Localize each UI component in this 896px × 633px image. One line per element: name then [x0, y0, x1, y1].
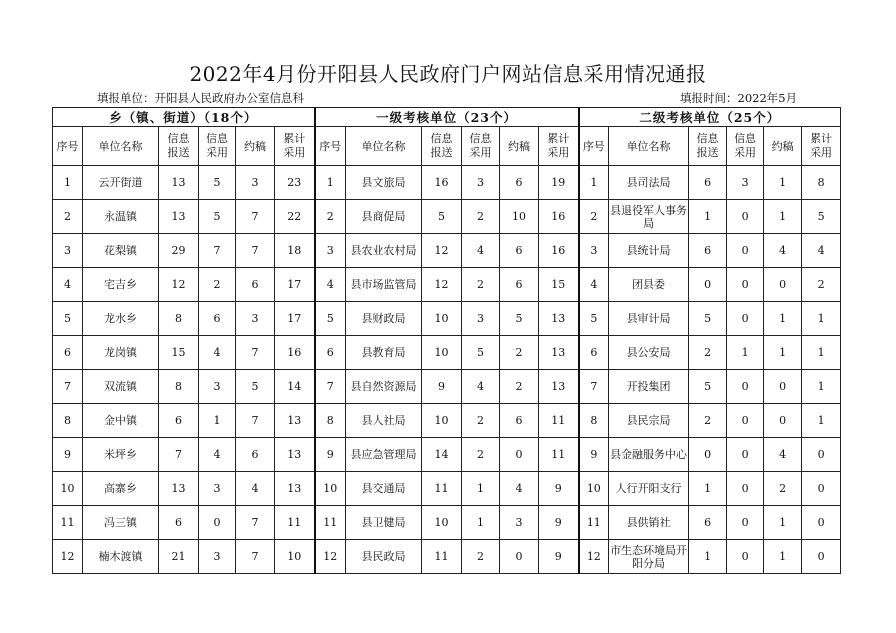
table-row	[53, 234, 841, 268]
column-header-label: 序号	[56, 139, 79, 153]
cumulative-cell: 5	[802, 200, 841, 234]
group-title-level1: 一级考核单位（23个）	[315, 108, 579, 127]
unit-name-cell: 楠木渡镇	[83, 540, 159, 574]
unit-name-cell: 高寨乡	[83, 472, 159, 506]
unit-name-cell: 县财政局	[346, 302, 422, 336]
submitted-cell: 1	[689, 472, 727, 506]
seq-cell: 6	[315, 336, 346, 370]
commissioned-cell: 4	[236, 472, 275, 506]
submitted-cell: 15	[159, 336, 199, 370]
submitted-cell: 21	[159, 540, 199, 574]
unit-name-cell: 米坪乡	[83, 438, 159, 472]
seq-cell: 11	[53, 506, 83, 540]
cumulative-cell: 13	[275, 472, 315, 506]
unit-name-cell: 县应急管理局	[346, 438, 422, 472]
adopted-cell: 4	[199, 438, 236, 472]
seq-cell: 1	[579, 166, 609, 200]
column-header-unit	[346, 127, 422, 166]
commissioned-cell: 7	[236, 200, 275, 234]
adopted-cell: 1	[462, 472, 500, 506]
seq-cell: 5	[53, 302, 83, 336]
unit-name-cell: 县教育局	[346, 336, 422, 370]
column-header-label: 约稿	[244, 139, 266, 153]
adopted-cell: 0	[727, 472, 764, 506]
submitted-cell: 2	[689, 404, 727, 438]
seq-cell: 12	[53, 540, 83, 574]
table-row	[53, 336, 841, 370]
submitted-cell: 8	[159, 302, 199, 336]
column-header-label: 信息采用	[734, 132, 757, 159]
column-header-label: 单位名称	[98, 139, 143, 153]
adopted-cell: 4	[462, 234, 500, 268]
seq-cell: 5	[315, 302, 346, 336]
column-header-commissioned	[764, 127, 802, 166]
unit-name-cell: 云开街道	[83, 166, 159, 200]
table-row	[53, 166, 841, 200]
commissioned-cell: 4	[500, 472, 539, 506]
unit-name-cell: 县民政局	[346, 540, 422, 574]
seq-cell: 8	[315, 404, 346, 438]
cumulative-cell: 14	[275, 370, 315, 404]
seq-cell: 11	[315, 506, 346, 540]
cumulative-cell: 1	[802, 336, 841, 370]
unit-name-cell: 金中镇	[83, 404, 159, 438]
adopted-cell: 0	[727, 200, 764, 234]
cumulative-cell: 23	[275, 166, 315, 200]
column-header-unit	[83, 127, 159, 166]
adopted-cell: 5	[199, 200, 236, 234]
cumulative-cell: 22	[275, 200, 315, 234]
column-header-cumulative	[802, 127, 841, 166]
table-row	[53, 438, 841, 472]
adopted-cell: 2	[199, 268, 236, 302]
commissioned-cell: 7	[236, 540, 275, 574]
commissioned-cell: 2	[764, 472, 802, 506]
column-header-label: 信息报送	[167, 132, 190, 159]
seq-cell: 10	[53, 472, 83, 506]
cumulative-cell: 18	[275, 234, 315, 268]
reporting-unit: 填报单位：开阳县人民政府办公室信息科	[97, 91, 304, 105]
adopted-cell: 2	[462, 200, 500, 234]
commissioned-cell: 3	[236, 166, 275, 200]
adopted-cell: 2	[462, 438, 500, 472]
seq-cell: 3	[53, 234, 83, 268]
column-header-submitted	[159, 127, 199, 166]
column-header-submitted	[689, 127, 727, 166]
seq-cell: 1	[53, 166, 83, 200]
adopted-cell: 2	[462, 540, 500, 574]
submitted-cell: 7	[159, 438, 199, 472]
column-header-label: 单位名称	[361, 139, 406, 153]
commissioned-cell: 6	[500, 404, 539, 438]
cumulative-cell: 1	[802, 302, 841, 336]
submitted-cell: 6	[159, 506, 199, 540]
commissioned-cell: 1	[764, 200, 802, 234]
page-title: 2022年4月份开阳县人民政府门户网站信息采用情况通报	[189, 62, 707, 86]
commissioned-cell: 5	[236, 370, 275, 404]
unit-name-cell: 人行开阳支行	[609, 472, 689, 506]
submitted-cell: 6	[689, 234, 727, 268]
adopted-cell: 3	[462, 166, 500, 200]
column-header-label: 信息报送	[696, 132, 719, 159]
adopted-cell: 0	[727, 234, 764, 268]
cumulative-cell: 11	[539, 438, 579, 472]
table-row	[53, 370, 841, 404]
unit-name-cell: 县人社局	[346, 404, 422, 438]
unit-name-cell: 龙水乡	[83, 302, 159, 336]
commissioned-cell: 7	[236, 404, 275, 438]
report-table	[52, 107, 841, 574]
adopted-cell: 0	[727, 268, 764, 302]
submitted-cell: 10	[422, 302, 462, 336]
submitted-cell: 1	[689, 540, 727, 574]
submitted-cell: 11	[422, 540, 462, 574]
table-row	[53, 404, 841, 438]
submitted-cell: 12	[422, 268, 462, 302]
commissioned-cell: 0	[500, 540, 539, 574]
group-title-level2: 二级考核单位（25个）	[579, 108, 841, 127]
unit-name-cell: 县农业农村局	[346, 234, 422, 268]
unit-name-cell: 县交通局	[346, 472, 422, 506]
table-row	[53, 506, 841, 540]
unit-name-cell: 县司法局	[609, 166, 689, 200]
adopted-cell: 0	[727, 506, 764, 540]
commissioned-cell: 1	[764, 302, 802, 336]
column-header-label: 累计采用	[283, 132, 306, 159]
adopted-cell: 0	[727, 404, 764, 438]
submitted-cell: 13	[159, 166, 199, 200]
submitted-cell: 5	[689, 302, 727, 336]
unit-name-cell: 龙岗镇	[83, 336, 159, 370]
column-header-cumulative	[539, 127, 579, 166]
submitted-cell: 13	[159, 200, 199, 234]
cumulative-cell: 1	[802, 370, 841, 404]
unit-name-cell: 县市场监管局	[346, 268, 422, 302]
column-header-label: 约稿	[508, 139, 531, 153]
cumulative-cell: 9	[539, 506, 579, 540]
unit-name-cell: 冯三镇	[83, 506, 159, 540]
cumulative-cell: 2	[802, 268, 841, 302]
unit-name-cell: 县供销社	[609, 506, 689, 540]
adopted-cell: 2	[462, 404, 500, 438]
seq-cell: 3	[315, 234, 346, 268]
commissioned-cell: 5	[500, 302, 539, 336]
column-header-seq	[315, 127, 346, 166]
unit-name-cell: 县审计局	[609, 302, 689, 336]
seq-cell: 2	[53, 200, 83, 234]
submitted-cell: 6	[159, 404, 199, 438]
cumulative-cell: 17	[275, 268, 315, 302]
unit-name-cell: 县商促局	[346, 200, 422, 234]
commissioned-cell: 6	[236, 268, 275, 302]
unit-name-cell: 宅吉乡	[83, 268, 159, 302]
submitted-cell: 12	[422, 234, 462, 268]
cumulative-cell: 16	[539, 200, 579, 234]
adopted-cell: 3	[199, 370, 236, 404]
commissioned-cell: 3	[500, 506, 539, 540]
unit-name-cell: 市生态环境局开阳分局	[609, 540, 689, 574]
commissioned-cell: 1	[764, 166, 802, 200]
commissioned-cell: 2	[500, 336, 539, 370]
submitted-cell: 1	[689, 200, 727, 234]
unit-name-cell: 县民宗局	[609, 404, 689, 438]
seq-cell: 7	[315, 370, 346, 404]
unit-name-cell: 县文旅局	[346, 166, 422, 200]
submitted-cell: 12	[159, 268, 199, 302]
seq-cell: 4	[53, 268, 83, 302]
commissioned-cell: 0	[500, 438, 539, 472]
column-header-cumulative	[275, 127, 315, 166]
unit-name-cell: 县退役军人事务局	[609, 200, 689, 234]
adopted-cell: 5	[462, 336, 500, 370]
submitted-cell: 5	[689, 370, 727, 404]
cumulative-cell: 10	[275, 540, 315, 574]
adopted-cell: 0	[727, 302, 764, 336]
column-header-label: 约稿	[771, 139, 794, 153]
cumulative-cell: 9	[539, 540, 579, 574]
seq-cell: 3	[579, 234, 609, 268]
commissioned-cell: 10	[500, 200, 539, 234]
cumulative-cell: 11	[539, 404, 579, 438]
seq-cell: 10	[579, 472, 609, 506]
unit-name-cell: 开投集团	[609, 370, 689, 404]
table-row	[53, 472, 841, 506]
submitted-cell: 16	[422, 166, 462, 200]
submitted-cell: 0	[689, 268, 727, 302]
seq-cell: 7	[53, 370, 83, 404]
group-title-townships: 乡（镇、街道）（18个）	[53, 108, 315, 127]
column-header-label: 序号	[319, 139, 342, 153]
adopted-cell: 2	[462, 268, 500, 302]
commissioned-cell: 1	[764, 540, 802, 574]
adopted-cell: 5	[199, 166, 236, 200]
commissioned-cell: 7	[236, 506, 275, 540]
adopted-cell: 4	[462, 370, 500, 404]
adopted-cell: 1	[727, 336, 764, 370]
column-header-commissioned	[500, 127, 539, 166]
submitted-cell: 6	[689, 166, 727, 200]
seq-cell: 4	[579, 268, 609, 302]
seq-cell: 4	[315, 268, 346, 302]
submitted-cell: 6	[689, 506, 727, 540]
cumulative-cell: 13	[539, 370, 579, 404]
cumulative-cell: 19	[539, 166, 579, 200]
seq-cell: 10	[315, 472, 346, 506]
column-header-seq	[53, 127, 83, 166]
submitted-cell: 10	[422, 336, 462, 370]
unit-name-cell: 县卫健局	[346, 506, 422, 540]
commissioned-cell: 0	[764, 268, 802, 302]
cumulative-cell: 0	[802, 506, 841, 540]
seq-cell: 8	[579, 404, 609, 438]
unit-name-cell: 县统计局	[609, 234, 689, 268]
cumulative-cell: 11	[275, 506, 315, 540]
cumulative-cell: 4	[802, 234, 841, 268]
commissioned-cell: 2	[500, 370, 539, 404]
cumulative-cell: 13	[275, 438, 315, 472]
submitted-cell: 14	[422, 438, 462, 472]
column-header-label: 序号	[582, 139, 605, 153]
adopted-cell: 3	[199, 472, 236, 506]
column-header-submitted	[422, 127, 462, 166]
seq-cell: 5	[579, 302, 609, 336]
commissioned-cell: 0	[764, 370, 802, 404]
adopted-cell: 6	[199, 302, 236, 336]
commissioned-cell: 6	[500, 166, 539, 200]
seq-cell: 7	[579, 370, 609, 404]
unit-name-cell: 团县委	[609, 268, 689, 302]
unit-name-cell: 县公安局	[609, 336, 689, 370]
adopted-cell: 0	[727, 540, 764, 574]
commissioned-cell: 7	[236, 336, 275, 370]
commissioned-cell: 4	[764, 234, 802, 268]
cumulative-cell: 0	[802, 438, 841, 472]
table-row	[53, 302, 841, 336]
commissioned-cell: 1	[764, 336, 802, 370]
cumulative-cell: 13	[539, 336, 579, 370]
seq-cell: 9	[315, 438, 346, 472]
column-header-unit	[609, 127, 689, 166]
column-header-label: 单位名称	[626, 139, 671, 153]
submitted-cell: 5	[422, 200, 462, 234]
cumulative-cell: 0	[802, 472, 841, 506]
unit-name-cell: 花梨镇	[83, 234, 159, 268]
seq-cell: 9	[53, 438, 83, 472]
table-row	[53, 268, 841, 302]
column-header-label: 信息采用	[469, 132, 492, 159]
commissioned-cell: 1	[764, 506, 802, 540]
cumulative-cell: 15	[539, 268, 579, 302]
cumulative-cell: 16	[539, 234, 579, 268]
column-header-label: 信息采用	[206, 132, 228, 159]
submitted-cell: 2	[689, 336, 727, 370]
adopted-cell: 1	[199, 404, 236, 438]
column-header-seq	[579, 127, 609, 166]
table-row	[53, 200, 841, 234]
column-header-label: 累计采用	[547, 132, 570, 159]
commissioned-cell: 3	[236, 302, 275, 336]
reporting-date: 填报时间：2022年5月	[680, 91, 798, 105]
seq-cell: 9	[579, 438, 609, 472]
seq-cell: 8	[53, 404, 83, 438]
column-header-adopted	[462, 127, 500, 166]
column-header-commissioned	[236, 127, 275, 166]
commissioned-cell: 7	[236, 234, 275, 268]
submitted-cell: 11	[422, 472, 462, 506]
commissioned-cell: 6	[500, 268, 539, 302]
cumulative-cell: 13	[275, 404, 315, 438]
cumulative-cell: 13	[539, 302, 579, 336]
submitted-cell: 8	[159, 370, 199, 404]
cumulative-cell: 16	[275, 336, 315, 370]
adopted-cell: 3	[199, 540, 236, 574]
seq-cell: 1	[315, 166, 346, 200]
seq-cell: 12	[315, 540, 346, 574]
unit-name-cell: 县金融服务中心	[609, 438, 689, 472]
seq-cell: 12	[579, 540, 609, 574]
unit-name-cell: 县自然资源局	[346, 370, 422, 404]
seq-cell: 2	[315, 200, 346, 234]
adopted-cell: 7	[199, 234, 236, 268]
unit-name-cell: 双流镇	[83, 370, 159, 404]
adopted-cell: 0	[727, 370, 764, 404]
adopted-cell: 1	[462, 506, 500, 540]
cumulative-cell: 8	[802, 166, 841, 200]
submitted-cell: 13	[159, 472, 199, 506]
submitted-cell: 9	[422, 370, 462, 404]
seq-cell: 2	[579, 200, 609, 234]
seq-cell: 11	[579, 506, 609, 540]
adopted-cell: 0	[199, 506, 236, 540]
submitted-cell: 10	[422, 404, 462, 438]
column-header-adopted	[199, 127, 236, 166]
seq-cell: 6	[53, 336, 83, 370]
adopted-cell: 3	[727, 166, 764, 200]
adopted-cell: 3	[462, 302, 500, 336]
submitted-cell: 10	[422, 506, 462, 540]
unit-name-cell: 永温镇	[83, 200, 159, 234]
commissioned-cell: 6	[500, 234, 539, 268]
column-header-label: 信息报送	[430, 132, 453, 159]
commissioned-cell: 6	[236, 438, 275, 472]
commissioned-cell: 0	[764, 404, 802, 438]
submitted-cell: 0	[689, 438, 727, 472]
submitted-cell: 29	[159, 234, 199, 268]
cumulative-cell: 9	[539, 472, 579, 506]
commissioned-cell: 4	[764, 438, 802, 472]
cumulative-cell: 0	[802, 540, 841, 574]
adopted-cell: 0	[727, 438, 764, 472]
seq-cell: 6	[579, 336, 609, 370]
column-header-label: 累计采用	[810, 132, 833, 159]
cumulative-cell: 17	[275, 302, 315, 336]
cumulative-cell: 1	[802, 404, 841, 438]
adopted-cell: 4	[199, 336, 236, 370]
column-header-adopted	[727, 127, 764, 166]
table-row	[53, 540, 841, 574]
